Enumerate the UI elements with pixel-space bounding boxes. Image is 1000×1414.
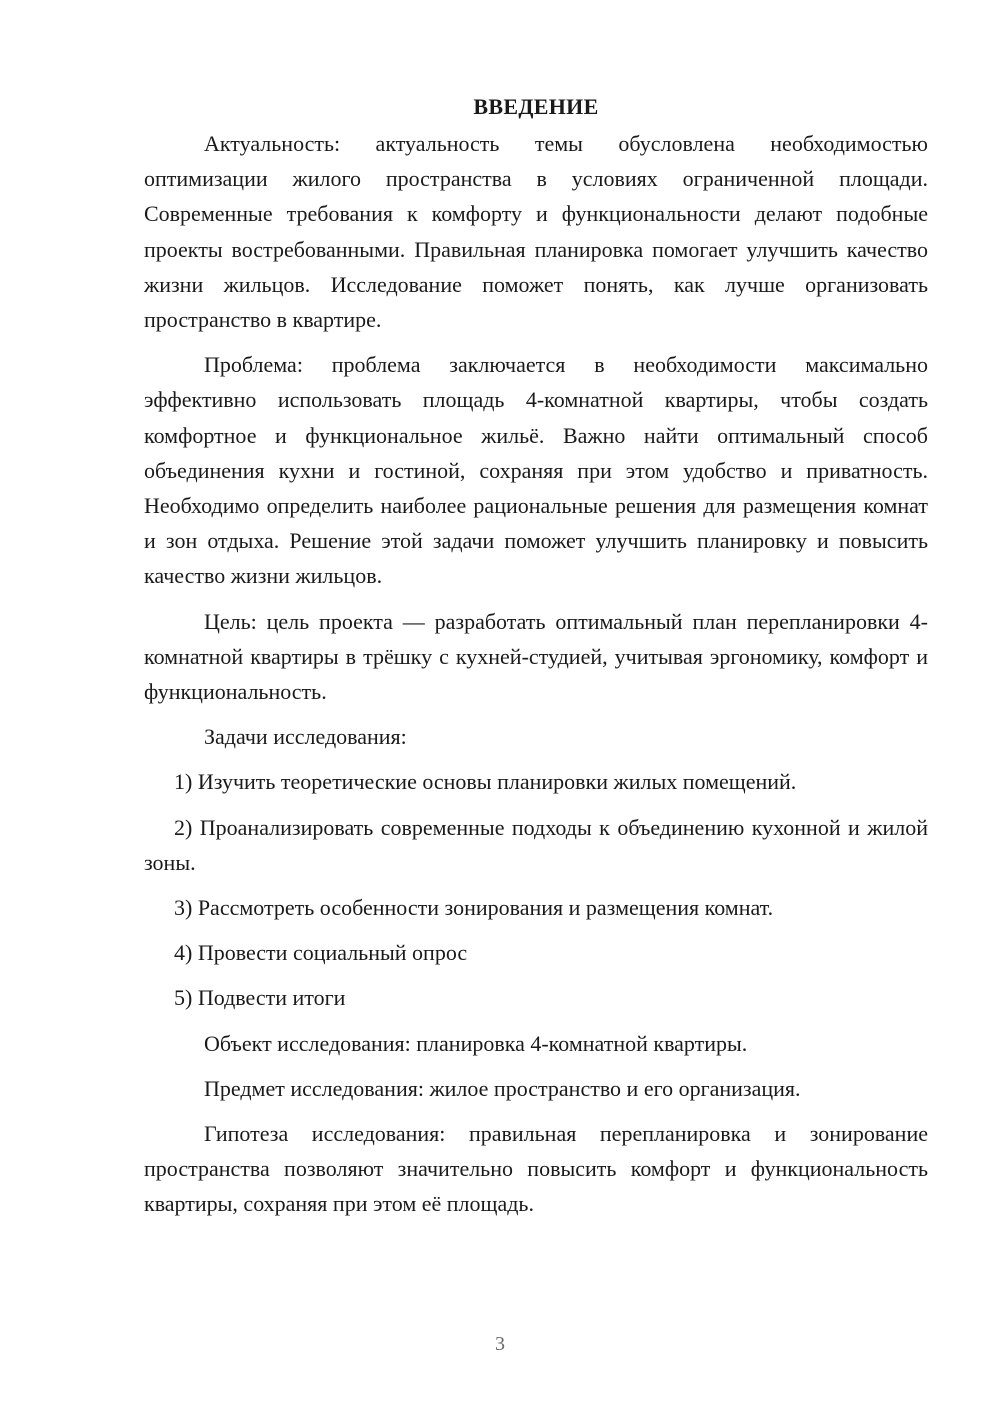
paragraph-hypothesis: Гипотеза исследования: правильная перепланировка и зонирование пространства позволяют значительно повысить комфорт и функциональность квартиры, сохраняя при этом её площадь. bbox=[144, 1121, 928, 1217]
task-item-3: 3) Рассмотреть особенности зонирования и размещения комнат. bbox=[174, 895, 774, 921]
paragraph-object: Объект исследования: планировка 4-комнатной квартиры. bbox=[204, 1030, 748, 1056]
paragraph-problem: Проблема: проблема заключается в необходимости максимально эффективно использовать площадь 4-комнатной квартиры, чтобы создать комфортное и функциональное жильё. Важно найти оптимальный способ объединения кухни и гостиной, сохраняя при этом удобство и приватность. Необходимо определить наиболее рациональные решения для размещения комнат и зон отдыха. Решение этой задачи поможет улучшить планировку и повысить качество жизни жильцов. bbox=[144, 352, 928, 589]
paragraph-tasks-heading: Задачи исследования: bbox=[204, 724, 407, 750]
paragraph-goal: Цель: цель проекта — разработать оптимальный план перепланировки 4-комнатной квартиры в трёшку с кухней-студией, учитывая эргономику, комфорт и функциональность. bbox=[144, 608, 928, 705]
task-item-5: 5) Подвести итоги bbox=[174, 985, 346, 1011]
task-item-1: 1) Изучить теоретические основы планировки жилых помещений. bbox=[174, 769, 797, 795]
document-page bbox=[144, 90, 928, 1232]
task-item-4: 4) Провести социальный опрос bbox=[174, 940, 468, 966]
task-item-2: 2) Проанализировать современные подходы к объединению кухонной и жилой зоны. bbox=[144, 814, 928, 875]
page-title: ВВЕДЕНИЕ bbox=[473, 94, 599, 119]
paragraph-relevance: Актуальность: актуальность темы обусловлена необходимостью оптимизации жилого пространства в условиях ограниченной площади. Современные требования к комфорту и функциональности делают подобные проекты востребованными. Правильная планировка помогает улучшить качество жизни жильцов. Исследование поможет понять, как лучше организовать пространство в квартире. bbox=[144, 131, 928, 333]
paragraph-subject: Предмет исследования: жилое пространство и его организация. bbox=[204, 1075, 801, 1101]
page-number: 3 bbox=[495, 1333, 505, 1355]
